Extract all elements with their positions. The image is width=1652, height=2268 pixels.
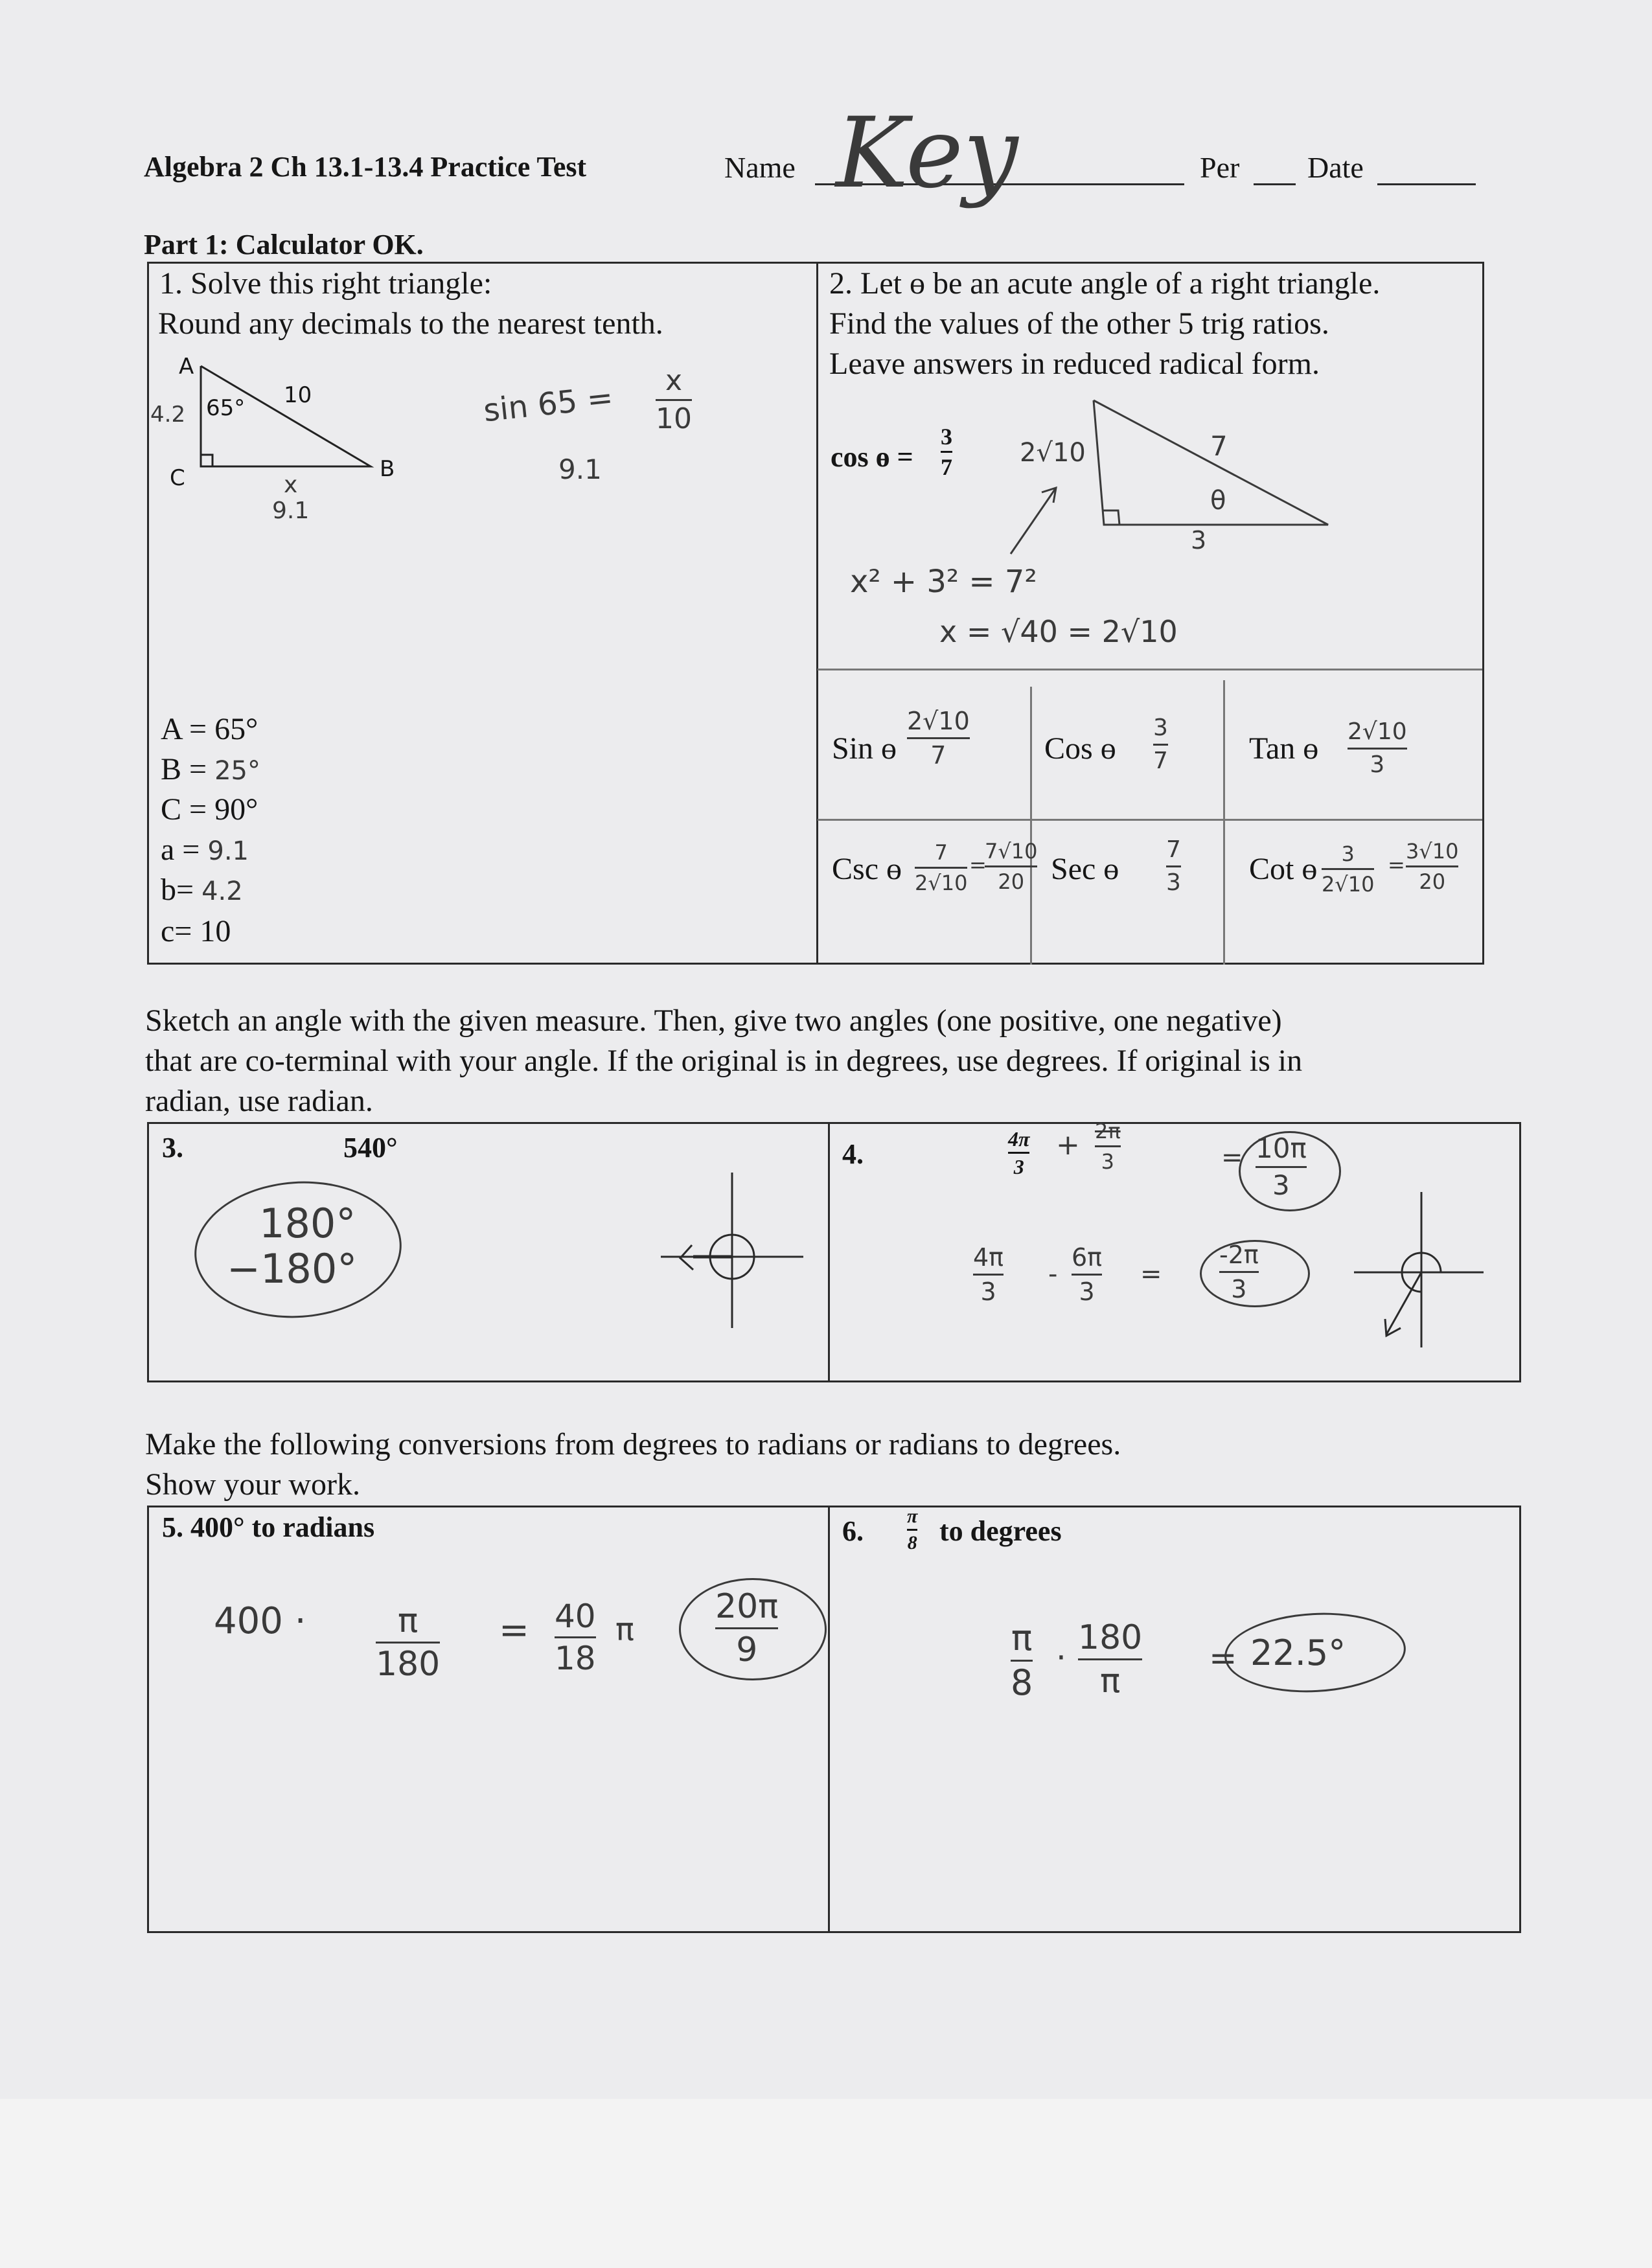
q2-cot-fraction-rationalized: 3√10 20 [1406,839,1459,894]
q2-cot-equals: = [1388,853,1405,877]
coterminal-divider [828,1122,830,1382]
q2-cos-fraction: 3 7 [1153,715,1168,774]
q3-angle-sketch [661,1173,803,1328]
q2-grid-top [818,669,1482,670]
q3-angle: 540° [343,1132,398,1163]
q2-sec-fraction: 7 3 [1166,836,1181,896]
q1-vertex-c: C [170,465,185,491]
q2-grid-col2 [1223,680,1225,965]
q2-csc-fraction-rationalized: 7√10 20 [985,839,1038,894]
q5-label: 5. 400° to radians [162,1511,375,1543]
q6-work-dot: · [1056,1639,1066,1677]
q1-work-den: 10 [656,402,692,435]
q3-answer-positive: 180° [259,1200,356,1247]
q2-tan-label: Tan ɵ [1249,731,1319,766]
part1-heading: Part 1: Calculator OK. [144,229,424,260]
q1-answer-a-side: a = 9.1 [161,832,249,867]
conversions-divider [828,1506,830,1933]
q2-cot-fraction: 3 2√10 [1322,842,1375,897]
q6-work-fraction2: 180 π [1078,1618,1143,1701]
q1-work-fraction [656,364,692,435]
q6-equals: = [1209,1639,1237,1678]
conversions-instructions-line1: Make the following conversions from degrees to radians or radians to degrees. [145,1427,1121,1461]
date-line [1377,183,1476,185]
per-line [1254,183,1296,185]
q5-work-fraction1: π 180 [376,1601,441,1684]
q1-answer-c: C = 90° [161,792,258,827]
q6-number: 6. [842,1515,864,1547]
q1-answer-b-side: b= 4.2 [161,873,243,907]
q2-hand-eq1: x² + 3² = 7² [850,564,1037,600]
coterminal-instructions-line3: radian, use radian. [145,1084,373,1118]
q2-csc-equals: = [969,853,987,877]
q5-work-400: 400 · [214,1600,306,1642]
scan-bottom-margin [0,2099,1652,2268]
q4-answer-positive: 10π 3 [1256,1132,1307,1201]
q4-number: 4. [842,1138,864,1170]
q2-prompt-line3: Leave answers in reduced radical form. [829,347,1320,381]
date-label: Date [1307,151,1364,184]
q2-sec-label: Sec ɵ [1051,852,1119,886]
per-label: Per [1200,151,1240,184]
q1-hand-side-x: x [284,472,298,498]
q1-work-sin: sin 65 = [481,379,615,430]
test-title: Algebra 2 Ch 13.1-13.4 Practice Test [144,151,587,183]
q2-sin-label: Sin ɵ [832,731,897,766]
q6-answer: 22.5° [1250,1632,1346,1673]
q2-hand-base: 3 [1191,526,1207,555]
q2-grid-mid [818,819,1482,821]
q2-hand-theta: θ [1210,486,1226,516]
q2-prompt-line1: 2. Let ɵ be an acute angle of a right triangle. [829,266,1381,301]
q2-triangle-sketch [1088,395,1335,538]
q2-cot-label: Cot ɵ [1249,852,1318,886]
q1-angle-label: 65° [206,395,246,421]
part1-divider [816,262,818,965]
q2-grid-col1 [1030,687,1032,965]
q4-sub-fraction1: 4π 3 [973,1243,1004,1306]
q6-work-fraction1: π 8 [1011,1618,1033,1703]
q4-add-fraction: 2π 3 [1095,1119,1121,1174]
q1-prompt-line2: Round any decimals to the nearest tenth. [158,306,663,341]
q1-work-num: x [665,364,683,397]
q4-equals-2: = [1140,1259,1162,1289]
q4-given-fraction: 4π 3 [1008,1127,1030,1178]
q1-hand-side-left: 4.2 [150,402,186,428]
q4-plus: + [1056,1128,1080,1162]
q2-hand-side-vert: 2√10 [1020,438,1086,468]
q2-csc-fraction: 7 2√10 [915,840,968,895]
conversions-box [147,1506,1521,1933]
q3-number: 3. [162,1132,183,1163]
q2-hand-eq2: x = √40 = 2√10 [939,614,1178,649]
q5-work-fraction2: 40 18 [555,1598,596,1677]
q2-given-fraction: 3 7 [941,424,952,480]
q5-equals: = [499,1609,529,1651]
q1-answer-b: B = 25° [161,752,260,786]
q4-equals-1: = [1221,1143,1243,1173]
name-signature: Key [836,97,1018,210]
q4-sub-fraction2: 6π 3 [1072,1243,1103,1306]
q2-tan-fraction: 2√10 3 [1348,718,1407,778]
conversions-instructions-line2: Show your work. [145,1467,360,1502]
q1-hand-side-val: 9.1 [272,498,310,524]
q4-answer-negative: -2π 3 [1219,1241,1259,1303]
q2-given-label: cos ɵ = [831,441,913,473]
q2-csc-label: Csc ɵ [832,852,902,886]
q2-prompt-line2: Find the values of the other 5 trig ratios. [829,306,1329,341]
q1-answer-a: A = 65° [161,712,258,746]
q2-sin-fraction: 2√10 7 [907,707,970,770]
q1-answer-c-side: c= 10 [161,914,231,948]
q5-work-pi: π [615,1612,634,1648]
q4-angle-sketch [1354,1192,1484,1347]
q1-hyp-label: 10 [284,382,312,408]
q2-cos-label: Cos ɵ [1044,731,1116,766]
name-label: Name [724,151,796,184]
q6-given-fraction: π 8 [907,1506,918,1553]
q1-prompt-line1: 1. Solve this right triangle: [159,266,492,301]
q3-answer-negative: −180° [227,1245,358,1292]
q6-prompt: to degrees [939,1515,1062,1547]
q5-answer: 20π 9 [715,1587,779,1669]
coterminal-instructions-line1: Sketch an angle with the given measure. Then, give two angles (one positive, one negative) [145,1003,1282,1038]
q1-work-result: 9.1 [558,453,602,485]
q1-vertex-b: B [380,456,395,482]
q4-minus: - [1048,1259,1058,1289]
coterminal-instructions-line2: that are co-terminal with your angle. If the original is in degrees, use degrees. If original is in [145,1044,1303,1078]
q2-hand-hyp: 7 [1210,430,1228,462]
q1-vertex-a: A [179,354,194,380]
